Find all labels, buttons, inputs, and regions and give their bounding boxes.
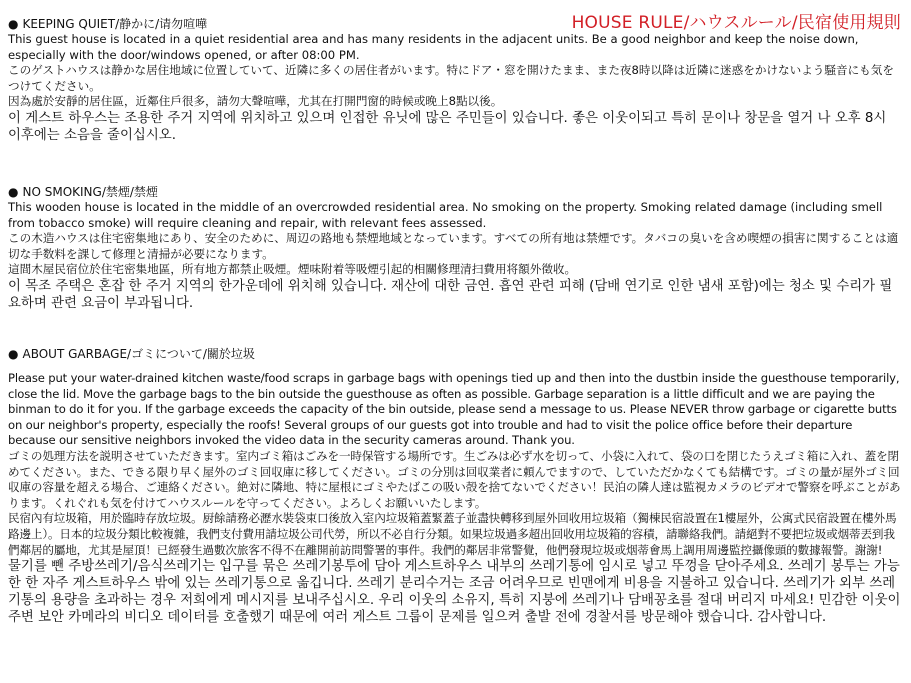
paragraph-korean: 이 게스트 하우스는 조용한 주거 지역에 위치하고 있으며 인접한 유닛에 많은 주민들이 있습니다. 좋은 이웃이되고 특히 문이나 창문을 열거 나 오후 8시 이후에는 소음을 줄이십시오. [8,110,887,143]
paragraph-korean: 물기를 뺀 주방쓰레기/음식쓰레기는 입구를 묶은 쓰레기봉투에 담아 게스트하우스 내부의 쓰레기통에 임시로 넣고 뚜껑을 닫아주세요. 쓰레기 봉투는 가능한 한 자주 게스트하우스 밖에 있는 쓰레기통으로 옮깁니다. 쓰레기 분리수거는 조금 어려우므로 빈맨에게 비용을 지불하고 있습니다. 쓰레기가 외부 쓰레기통의 용량을 초과하는 경우 저희에게 메시지를 보내주십시오. 우리 이웃의 소유지, 특히 지붕에 쓰레기나 담배꽁초를 절대 버리지 마세요! 민감한 이웃이 주변 보안 카메라의 비디오 데이터를 호출했기 때문에 여러 게스트 그룹이 문제를 일으켜 출발 전에 경찰서를 방문해야 했습니다. 감사합니다. [8,559,901,626]
paragraph-japanese: ゴミの処理方法を説明させていただきます。室内ゴミ箱はごみを一時保管する場所です。生ごみは必ず水を切って、小袋に入れて、袋の口を閉じたうえゴミ箱に入れ、蓋を閉めてください。また、できる限り早く屋外のゴミ回収庫に移してください。ゴミの分別は回収業者に頼んでますので、していただかなくても結構です。ゴミの量が屋外ゴミ回収庫の容量を超える場合、ご連絡ください。絶対に隣地、特に屋根にゴミやたばこの吸い殻を捨てないでください！民泊の隣人達は監視カメラのビデオで警察を呼ぶことがあります。くれぐれも気を付けてハウスルールを守ってください。よろしくお願いいたします。 [8,448,901,510]
section-about-garbage [8,344,903,626]
section-heading [8,184,903,200]
section-heading [8,16,903,32]
section-keeping-quiet [8,14,903,144]
paragraph-english: This guest house is located in a quiet residential area and has many residents in the adjacent units. Be a good neighbor and keep the noise down, especially with the door/windows opened, or after 08:00 PM. [8,32,859,62]
bullet-icon: ● [8,185,19,199]
paragraph-chinese: 民宿內有垃圾箱，用於臨時存放垃圾。厨餘請務必瀝水裝袋束口後放入室內垃圾箱蓋緊蓋子並盡快轉移到屋外回收用垃圾箱（獨棟民宿設置在1樓屋外，公寓式民宿設置在樓外馬路邊上）。日本的垃圾分類比較複雜，我們支付費用請垃圾公司代勞，所以不必自行分類。如果垃圾過多超出回收用垃圾箱的容積，請聯絡我們。請絕對不要把垃圾或烟蒂丟到我們鄰居的屬地，尤其是屋頂！已經發生過數次旅客不得不在離開前訪問警署的事件。我們的鄰居非常警覺，他們發現垃圾或烟蒂會馬上調用周邊監控攝像頭的數據報警。謝謝! [8,511,897,557]
paragraph-chinese: 這間木屋民宿位於住宅密集地區，所有地方都禁止吸煙。煙味附着等吸煙引起的相關修理清扫費用将額外徵收。 [8,262,577,277]
paragraph-english: This wooden house is located in the middle of an overcrowded residential area. No smoking on the property. Smoking related damage (including smell from tobacco smoke) will require cleaning and repair, with relevant fees assessed. [8,200,883,230]
section-no-smoking [8,182,903,312]
page-title: HOUSE RULE/ハウスルール/民宿使用規則 [571,13,901,33]
paragraph-japanese: この木造ハウスは住宅密集地にあり、安全のために、周辺の路地も禁煙地域となっています。すべての所有地は禁煙です。タバコの臭いを含め喫煙の損害に関することは適切な手数料を課して修理と清掃が必要になります。 [8,231,899,261]
bullet-icon: ● [8,347,19,361]
bullet-icon: ● [8,17,19,31]
section-heading-text: KEEPING QUIET/静かに/请勿喧嘩 [22,17,208,31]
section-heading-text: ABOUT GARBAGE/ゴミについて/關於垃圾 [22,347,255,361]
section-heading [8,346,903,362]
paragraph-english: Please put your water-drained kitchen waste/food scraps in garbage bags with openings tied up and then into the dustbin inside the guesthouse temporarily, close the lid. Move the garbage bags to the bin outside the guesthouse as often as possible. Garbage separation is a little difficult and we are paying the binman to do it for you. If the garbage exceeds the capacity of the bin outside, please send a message to us. Please NEVER throw garbage or cigarette butts on our neighbor's property, especially the roofs! Several groups of our guests got into trouble and had to visit the police office before their departure because our sensitive neighbors invoked the video data in the security cameras around. Thank you. [8,371,900,448]
paragraph-japanese: このゲストハウスは静かな居住地域に位置していて、近隣に多くの居住者がいます。特にドア・窓を開けたまま、また夜8時以降は近隣に迷惑をかけないよう騒音にも気をつけてください。 [8,63,894,93]
section-heading-text: NO SMOKING/禁煙/禁煙 [22,185,158,199]
paragraph-chinese: 因為處於安靜的居住區，近鄰住戶很多，請勿大聲喧嘩，尤其在打開門窗的時候或晚上8點以後。 [8,94,503,109]
paragraph-korean: 이 목조 주택은 혼잡 한 주거 지역의 한가운데에 위치해 있습니다. 재산에 대한 금연. 흡연 관련 피해 (담배 연기로 인한 냄새 포함)에는 청소 및 수리가 필요하며 관련 요금이 부과됩니다. [8,278,893,311]
